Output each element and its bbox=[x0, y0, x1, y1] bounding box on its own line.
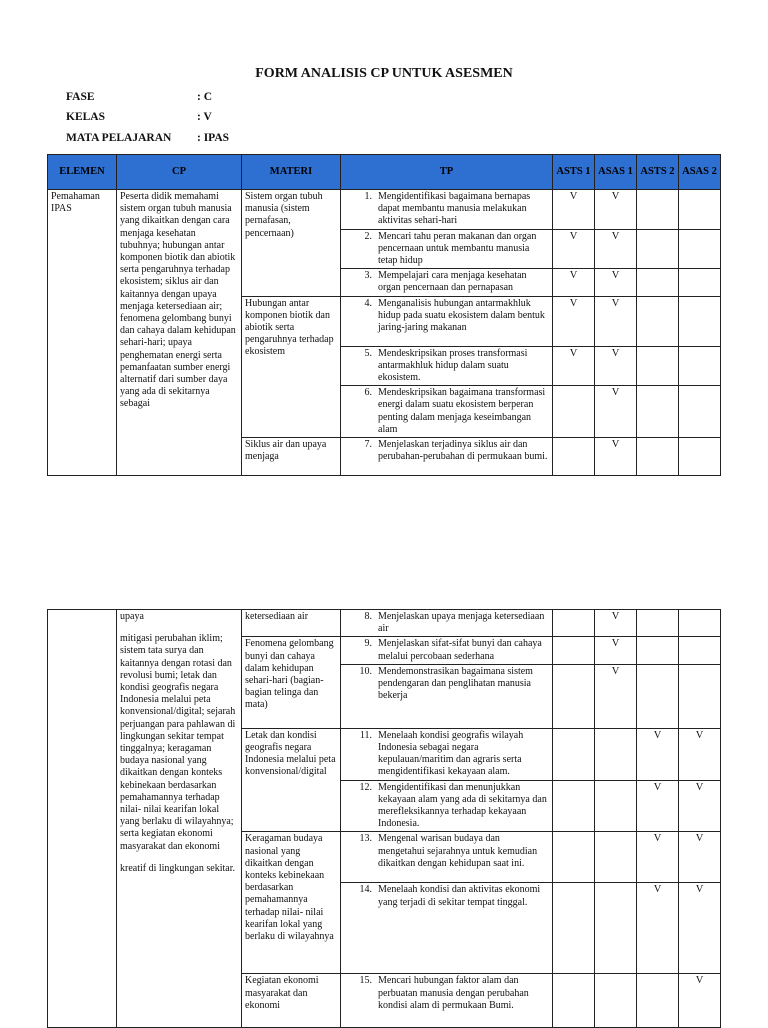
mark-asts-2: V bbox=[637, 728, 679, 780]
tp-text: Mengidentifikasi bagaimana bernapas dapat membantu manusia melakukan aktivitas sehari-hari bbox=[378, 191, 531, 227]
tp-cell bbox=[341, 438, 553, 476]
mark-asas-1 bbox=[595, 780, 637, 832]
tp-text: Mendemonstrasikan bagaimana sistem pendengaran dan penglihatan manusia bekerja bbox=[378, 665, 533, 702]
tp-number: 7. bbox=[364, 439, 372, 451]
mark-asas-2 bbox=[679, 296, 721, 346]
meta-value: : C bbox=[197, 91, 213, 103]
meta-mata-pelajaran bbox=[66, 132, 229, 148]
page-title: FORM ANALISIS CP UNTUK ASESMEN bbox=[255, 66, 513, 81]
mark-asas-1: V bbox=[595, 229, 637, 269]
tp-cell bbox=[341, 637, 553, 664]
tp-number: 2. bbox=[364, 230, 372, 242]
mark-asas-2: V bbox=[679, 728, 721, 780]
mark-asts-2 bbox=[637, 269, 679, 296]
elemen-cell: Pemahaman IPAS bbox=[48, 190, 117, 476]
mark-asts-2 bbox=[637, 438, 679, 476]
mark-asas-2: V bbox=[679, 780, 721, 832]
mark-asts-2 bbox=[637, 610, 679, 637]
elemen-cell-continued bbox=[48, 610, 117, 1028]
materi-cell: Sistem organ tubuh manusia (sistem pernafasan, pencernaan) bbox=[242, 190, 341, 297]
tp-text: Mencari hubungan faktor alam dan perbuatan manusia dengan perubahan kondisi alam di permukaan Bumi. bbox=[378, 975, 529, 1011]
materi-cell: ketersediaan air bbox=[242, 610, 341, 637]
tp-text: Menelaah kondisi geografis wilayah Indonesia sebagai negara kepulauan/maritim dan agraris serta mengidentifikasi kekayaan alam. bbox=[378, 729, 524, 778]
mark-asas-1: V bbox=[595, 664, 637, 728]
mark-asas-1: V bbox=[595, 346, 637, 386]
mark-asas-1: V bbox=[595, 190, 637, 230]
mark-asas-2: V bbox=[679, 883, 721, 974]
mark-asts-1 bbox=[553, 664, 595, 728]
meta-kelas bbox=[66, 111, 212, 127]
mark-asas-2 bbox=[679, 438, 721, 476]
mark-asts-1 bbox=[553, 637, 595, 664]
tp-number: 13. bbox=[359, 833, 372, 845]
mark-asas-2: V bbox=[679, 974, 721, 1028]
tp-number: 11. bbox=[359, 729, 372, 741]
tp-text: Menjelaskan terjadinya siklus air dan perubahan-perubahan di permukaan bumi. bbox=[378, 439, 548, 463]
mark-asts-2: V bbox=[637, 832, 679, 883]
mark-asts-1 bbox=[553, 832, 595, 883]
header-row bbox=[48, 155, 721, 190]
mark-asts-1 bbox=[553, 974, 595, 1028]
mark-asts-1: V bbox=[553, 190, 595, 230]
cp-text: mitigasi perubahan iklim; sistem tata surya dan kaitannya dengan rotasi dan revolusi bumi; letak dan kondisi geografis negara Indonesia melalui peta konvensional/digital; sejarah perjuangan para pahlawan di lingkungan sekitar tempat tinggalnya; keragaman budaya nasional yang dikaitkan dengan konteks kebinekaan berdasarkan pemahamannya terhadap nilai- nilai kearifan lokal yang berlaku di wilayahnya; serta kegiatan ekonomi masyarakat dan ekonomi bbox=[120, 633, 236, 852]
tp-number: 1. bbox=[364, 191, 372, 202]
materi-cell: Siklus air dan upaya menjaga bbox=[242, 438, 341, 476]
mark-asas-2 bbox=[679, 229, 721, 269]
mark-asts-2 bbox=[637, 637, 679, 664]
mark-asts-1: V bbox=[553, 229, 595, 269]
cp-text: upaya bbox=[120, 611, 144, 622]
tp-text: Menelaah kondisi dan aktivitas ekonomi yang terjadi di sekitar tempat tinggal. bbox=[378, 884, 541, 908]
tp-cell bbox=[341, 386, 553, 438]
mark-asts-1 bbox=[553, 386, 595, 438]
cp-text: kreatif di lingkungan sekitar. bbox=[120, 862, 235, 874]
mark-asts-2 bbox=[637, 229, 679, 269]
header-asts-2: ASTS 2 bbox=[637, 155, 679, 190]
tp-text: Mencari tahu peran makanan dan organ pencernaan untuk membantu manusia tetap hidup bbox=[378, 230, 537, 267]
mark-asas-1 bbox=[595, 728, 637, 780]
cp-cell bbox=[117, 610, 242, 1028]
tp-cell bbox=[341, 883, 553, 974]
meta-value: : IPAS bbox=[197, 132, 230, 144]
mark-asts-2 bbox=[637, 346, 679, 386]
tp-number: 15. bbox=[359, 975, 372, 987]
mark-asas-2 bbox=[679, 386, 721, 438]
mark-asts-1: V bbox=[553, 346, 595, 386]
mark-asas-2 bbox=[679, 190, 721, 230]
mark-asas-1: V bbox=[595, 296, 637, 346]
mark-asas-1: V bbox=[595, 637, 637, 664]
analysis-table-page-2 bbox=[47, 609, 721, 1028]
tp-text: Menganalisis hubungan antarmakhluk hidup pada suatu ekosistem dalam bentuk jaring-jaring makanan bbox=[378, 297, 545, 334]
tp-cell bbox=[341, 269, 553, 296]
tp-cell bbox=[341, 832, 553, 883]
tp-number: 12. bbox=[359, 781, 372, 793]
meta-label: FASE bbox=[66, 91, 95, 103]
cp-cell: Peserta didik memahami sistem organ tubuh manusia yang dikaitkan dengan cara menjaga kesehatan tubuhnya; hubungan antar komponen biotik dan abiotik serta pengaruhnya terhadap ekosistem; siklus air dan kaitannya dengan upaya menjaga ketersediaan air; fenomena gelombang bunyi dan cahaya dalam kehidupan sehari-hari; upaya penghematan energi serta pemanfaatan sumber energi alternatif dari sumber daya yang ada di sekitarnya sebagai bbox=[117, 190, 242, 476]
tp-text: Mengenal warisan budaya dan mengetahui sejarahnya untuk kemudian dikaitkan dengan kehidupan saat ini. bbox=[378, 833, 538, 869]
tp-number: 3. bbox=[364, 270, 372, 282]
mark-asts-2: V bbox=[637, 883, 679, 974]
tp-cell bbox=[341, 728, 553, 780]
tp-number: 9. bbox=[364, 638, 372, 650]
table-row bbox=[48, 190, 721, 230]
mark-asts-2: V bbox=[637, 780, 679, 832]
mark-asas-2 bbox=[679, 664, 721, 728]
mark-asts-2 bbox=[637, 190, 679, 230]
header-materi: MATERI bbox=[242, 155, 341, 190]
tp-number: 10. bbox=[359, 665, 372, 677]
tp-cell bbox=[341, 346, 553, 386]
tp-cell bbox=[341, 229, 553, 269]
tp-cell bbox=[341, 610, 553, 637]
tp-number: 8. bbox=[364, 611, 372, 622]
analysis-table-page-1 bbox=[47, 154, 721, 476]
materi-cell: Letak dan kondisi geografis negara Indonesia melalui peta konvensional/digital bbox=[242, 728, 341, 832]
tp-text: Menjelaskan sifat-sifat bunyi dan cahaya melalui percobaan sederhana bbox=[378, 638, 542, 662]
mark-asas-1 bbox=[595, 974, 637, 1028]
header-cp: CP bbox=[117, 155, 242, 190]
header-asas-2: ASAS 2 bbox=[679, 155, 721, 190]
mark-asts-1 bbox=[553, 780, 595, 832]
materi-cell: Kegiatan ekonomi masyarakat dan ekonomi bbox=[242, 974, 341, 1028]
meta-label: MATA PELAJARAN bbox=[66, 132, 172, 144]
mark-asts-2 bbox=[637, 974, 679, 1028]
mark-asas-1: V bbox=[595, 269, 637, 296]
tp-number: 4. bbox=[364, 297, 372, 309]
mark-asts-1 bbox=[553, 728, 595, 780]
mark-asas-2 bbox=[679, 346, 721, 386]
tp-text: Mengidentifikasi dan menunjukkan kekayaan alam yang ada di sekitarnya dan merefleksikannya terhadap kekayaan Indonesia. bbox=[378, 781, 547, 830]
mark-asts-1: V bbox=[553, 296, 595, 346]
tp-text: Mendeskripsikan bagaimana transformasi energi dalam suatu ekosistem berperan penting dalam menjaga keseimbangan alam bbox=[378, 387, 546, 435]
tp-text: Mendeskripsikan proses transformasi antarmakhluk hidup dalam suatu ekosistem. bbox=[378, 347, 528, 384]
tp-cell bbox=[341, 664, 553, 728]
header-tp: TP bbox=[341, 155, 553, 190]
mark-asts-2 bbox=[637, 296, 679, 346]
mark-asts-2 bbox=[637, 664, 679, 728]
mark-asts-1 bbox=[553, 610, 595, 637]
materi-cell: Keragaman budaya nasional yang dikaitkan dengan konteks kebinekaan berdasarkan pemahamannya terhadap nilai- nilai kearifan lokal yang berlaku di wilayahnya bbox=[242, 832, 341, 974]
mark-asas-2 bbox=[679, 610, 721, 637]
mark-asts-1 bbox=[553, 883, 595, 974]
mark-asas-1: V bbox=[595, 438, 637, 476]
tp-cell bbox=[341, 974, 553, 1028]
tp-number: 14. bbox=[359, 884, 372, 896]
meta-label: KELAS bbox=[66, 111, 105, 123]
mark-asts-1: V bbox=[553, 269, 595, 296]
tp-number: 6. bbox=[364, 387, 372, 399]
mark-asas-2 bbox=[679, 637, 721, 664]
header-asas-1: ASAS 1 bbox=[595, 155, 637, 190]
header-asts-1: ASTS 1 bbox=[553, 155, 595, 190]
tp-number: 5. bbox=[364, 347, 372, 359]
mark-asas-1 bbox=[595, 832, 637, 883]
materi-cell: Fenomena gelombang bunyi dan cahaya dalam kehidupan sehari-hari (bagian-bagian telinga dan mata) bbox=[242, 637, 341, 728]
mark-asas-1: V bbox=[595, 610, 637, 637]
tp-cell bbox=[341, 296, 553, 346]
tp-text: Mempelajari cara menjaga kesehatan organ pencernaan dan pernapasan bbox=[378, 270, 527, 294]
meta-value: : V bbox=[197, 111, 212, 123]
header-elemen: ELEMEN bbox=[48, 155, 117, 190]
mark-asas-2: V bbox=[679, 832, 721, 883]
tp-cell bbox=[341, 780, 553, 832]
table-row bbox=[48, 610, 721, 637]
tp-cell bbox=[341, 190, 553, 230]
mark-asas-1 bbox=[595, 883, 637, 974]
meta-fase bbox=[66, 91, 212, 107]
tp-text: Menjelaskan upaya menjaga ketersediaan air bbox=[378, 611, 545, 635]
mark-asas-2 bbox=[679, 269, 721, 296]
mark-asas-1: V bbox=[595, 386, 637, 438]
mark-asts-2 bbox=[637, 386, 679, 438]
mark-asts-1 bbox=[553, 438, 595, 476]
materi-cell: Hubungan antar komponen biotik dan abiotik serta pengaruhnya terhadap ekosistem bbox=[242, 296, 341, 437]
